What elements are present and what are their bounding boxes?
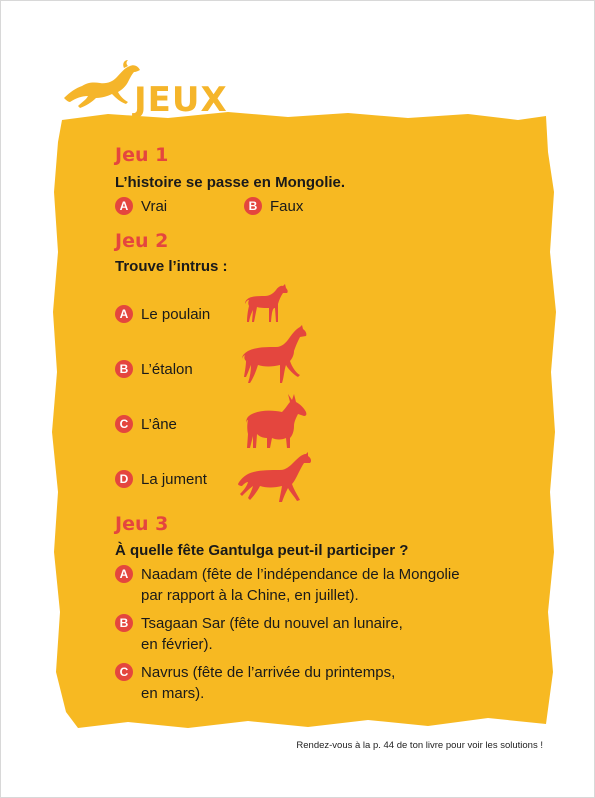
option-text: Navrus (fête de l’arrivée du printemps, en mars).	[141, 664, 396, 702]
game-2-option-b[interactable]	[115, 359, 193, 380]
game-2-option-d[interactable]	[115, 469, 207, 490]
mare-icon	[238, 452, 312, 504]
option-badge: A	[115, 565, 133, 583]
stallion-icon	[242, 325, 308, 385]
game-1-title: Jeu 1	[115, 144, 169, 166]
game-3-title: Jeu 3	[115, 513, 169, 535]
option-text: Tsagaan Sar (fête du nouvel an lunaire, en février).	[141, 615, 403, 653]
donkey-icon	[246, 394, 308, 448]
option-text: La jument	[141, 471, 207, 488]
game-1-option-b[interactable]	[244, 196, 303, 217]
game-3-option-a[interactable]	[115, 564, 460, 606]
footer-note: Rendez-vous à la p. 44 de ton livre pour voir les solutions !	[296, 740, 543, 751]
game-1-question: L’histoire se passe en Mongolie.	[115, 174, 346, 191]
game-2-title: Jeu 2	[115, 230, 169, 252]
games-panel	[48, 112, 558, 732]
option-badge: C	[115, 415, 133, 433]
game-2-option-c[interactable]	[115, 414, 177, 435]
game-1-option-a[interactable]	[115, 196, 167, 217]
game-2-option-a[interactable]	[115, 304, 210, 325]
header	[62, 58, 282, 118]
option-text: Vrai	[141, 198, 168, 215]
game-3-option-c[interactable]	[115, 662, 395, 704]
galloping-horse-icon	[62, 58, 142, 118]
option-badge: B	[115, 614, 133, 632]
option-badge: A	[115, 305, 133, 323]
option-badge: B	[244, 197, 262, 215]
option-badge: C	[115, 663, 133, 681]
game-2-question: Trouve l’intrus :	[115, 258, 228, 275]
page-title: JEUX	[134, 80, 228, 120]
option-text: L’âne	[141, 416, 177, 433]
option-text: Faux	[270, 198, 304, 215]
game-3-question: À quelle fête Gantulga peut-il participer ?	[115, 542, 409, 559]
option-badge: A	[115, 197, 133, 215]
foal-icon	[245, 282, 289, 324]
game-3-option-b[interactable]	[115, 613, 403, 655]
option-text: L’étalon	[141, 361, 193, 378]
option-badge: D	[115, 470, 133, 488]
option-badge: B	[115, 360, 133, 378]
option-text: Le poulain	[141, 306, 211, 323]
option-text: Naadam (fête de l’indépendance de la Mongolie par rapport à la Chine, en juillet).	[141, 566, 460, 604]
